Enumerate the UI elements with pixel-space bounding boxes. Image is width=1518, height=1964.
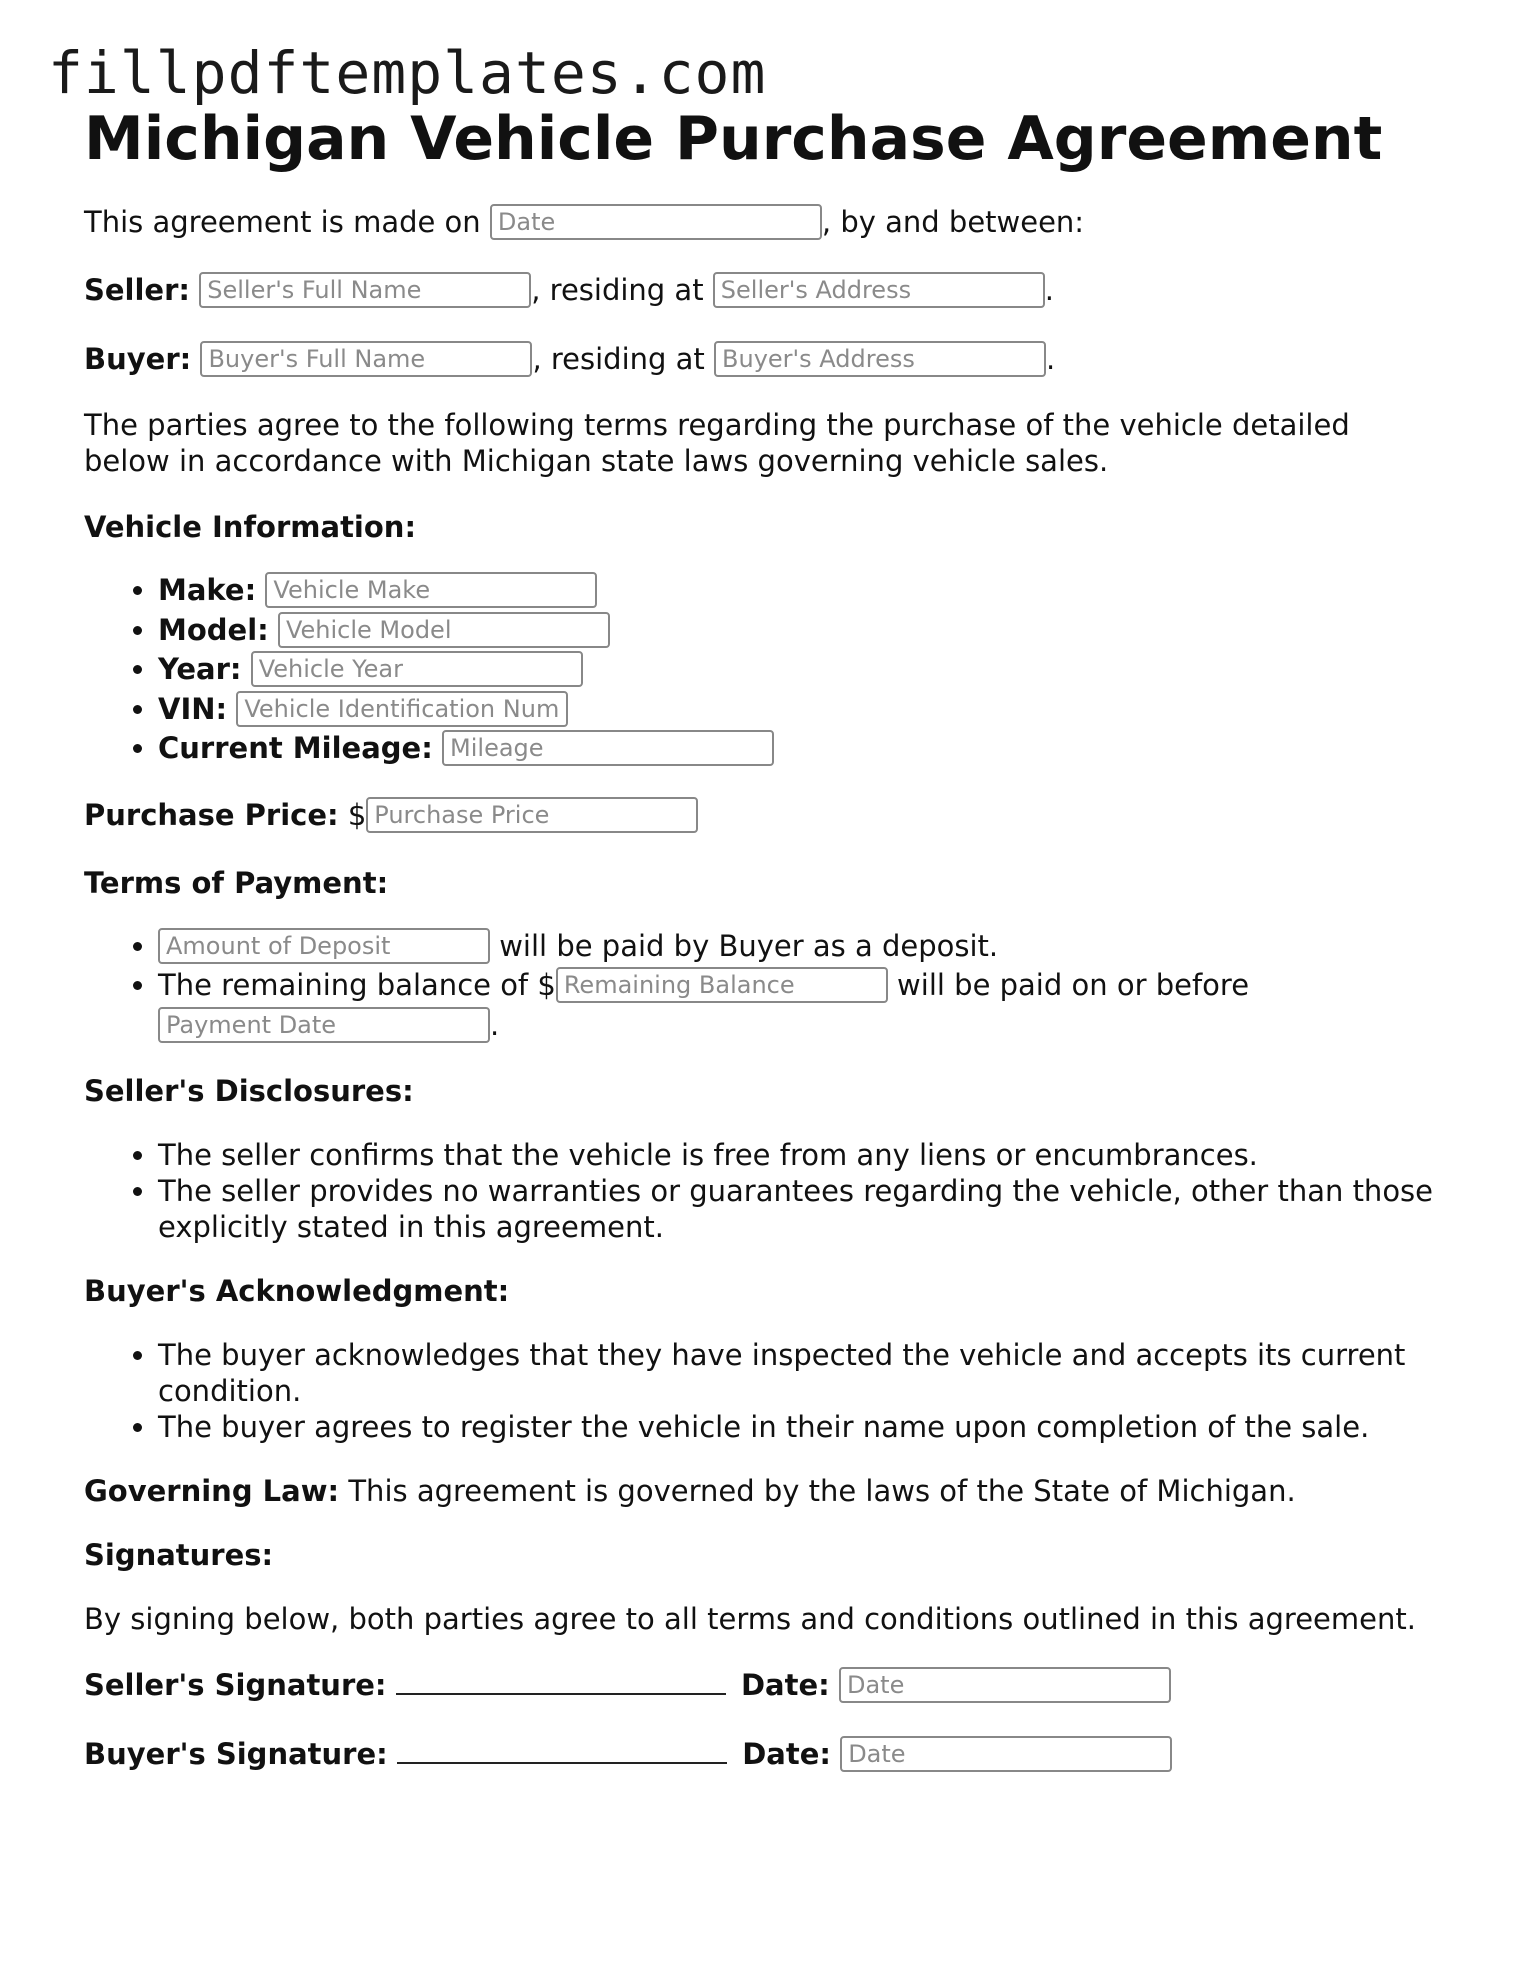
vehicle-year-input[interactable] (251, 651, 583, 687)
vin-label: VIN: (158, 691, 228, 726)
currency-symbol: $ (347, 797, 367, 832)
watermark: fillpdftemplates.com (48, 39, 767, 107)
buyer-date-label: Date: (742, 1737, 831, 1771)
purchase-price-input[interactable] (366, 797, 698, 833)
make-label: Make: (158, 573, 257, 607)
buyer-signature-line (84, 1734, 1444, 1774)
disclosures-heading: Seller's Disclosures: (84, 1074, 414, 1108)
list-item (158, 571, 1444, 611)
seller-address-input[interactable] (713, 272, 1045, 308)
document (84, 106, 1444, 1774)
list-item: • The seller confirms that the vehicle is free from any liens or encumbrances. (158, 1137, 1444, 1173)
signatures-heading: Signatures: (84, 1538, 274, 1572)
balance-suffix: will be paid on or before (897, 968, 1250, 1002)
year-label: Year: (158, 652, 242, 686)
balance-prefix: The remaining balance of $ (158, 968, 556, 1002)
deposit-amount-input[interactable] (158, 928, 490, 964)
model-label: Model: (158, 612, 269, 647)
buyer-signature-label: Buyer's Signature: (84, 1737, 388, 1771)
buyer-end: . (1046, 342, 1056, 376)
governing-law-label: Governing Law: (84, 1474, 340, 1508)
purchase-price-line (84, 795, 1444, 835)
seller-end: . (1044, 273, 1055, 307)
list-item: • The buyer acknowledges that they have inspected the vehicle and accepts its current condition. (158, 1337, 1444, 1409)
seller-date-label: Date: (740, 1668, 830, 1702)
seller-signature-date-input[interactable] (839, 1667, 1171, 1703)
list-item (158, 729, 1444, 769)
vehicle-info-heading: Vehicle Information: (84, 510, 417, 544)
list-item: • The buyer agrees to register the vehicle in their name upon completion of the sale. (158, 1409, 1444, 1445)
mileage-label: Current Mileage: (158, 731, 433, 765)
signatures-text: By signing below, both parties agree to all terms and conditions outlined in this agreement. (84, 1602, 1416, 1636)
seller-signature-field[interactable] (396, 1667, 726, 1695)
payment-terms-heading: Terms of Payment: (84, 865, 389, 900)
vin-input[interactable] (236, 691, 568, 727)
governing-law-text: This agreement is governed by the laws of the State of Michigan. (348, 1474, 1296, 1508)
buyer-address-input[interactable] (714, 341, 1046, 377)
list-item: • The seller provides no warranties or guarantees regarding the vehicle, other than those explicitly stated in this agreement. (158, 1173, 1444, 1245)
remaining-balance-input[interactable] (556, 967, 888, 1003)
terms-intro: The parties agree to the following terms regarding the purchase of the vehicle detailed below in accordance with Michigan state laws governing vehicle sales. (84, 408, 1350, 478)
intro-prefix: This agreement is made on (84, 205, 481, 239)
seller-residing-text: , residing at (531, 273, 704, 307)
vehicle-make-input[interactable] (265, 572, 597, 608)
governing-law-line (84, 1471, 1444, 1511)
payment-date-input[interactable] (158, 1007, 490, 1043)
vehicle-info-list (84, 571, 1444, 769)
list-item (158, 690, 1444, 730)
buyer-residing-text: , residing at (532, 342, 705, 376)
list-item (158, 611, 1444, 651)
agreement-date-input[interactable] (490, 204, 822, 240)
deposit-text: will be paid by Buyer as a deposit. (499, 928, 999, 963)
payment-end: . (490, 1007, 500, 1042)
buyer-label: Buyer: (84, 342, 192, 376)
page-title: Michigan Vehicle Purchase Agreement (84, 104, 1383, 174)
intro-line (84, 202, 1444, 242)
buyer-line (84, 339, 1444, 379)
buyer-signature-date-input[interactable] (840, 1736, 1172, 1772)
seller-signature-line (84, 1665, 1444, 1705)
mileage-input[interactable] (442, 730, 774, 766)
seller-label: Seller: (84, 273, 191, 307)
payment-terms-list (84, 927, 1444, 1046)
buyer-name-input[interactable] (200, 341, 532, 377)
list-item (158, 927, 1444, 967)
seller-signature-label: Seller's Signature: (84, 1668, 387, 1702)
intro-suffix: , by and between: (821, 205, 1085, 239)
seller-name-input[interactable] (199, 272, 531, 308)
acknowledgment-list (84, 1337, 1444, 1445)
disclosures-list (84, 1137, 1444, 1245)
acknowledgment-heading: Buyer's Acknowledgment: (84, 1274, 510, 1308)
list-item (158, 650, 1444, 690)
buyer-signature-field[interactable] (397, 1736, 727, 1764)
seller-line (84, 270, 1444, 310)
vehicle-model-input[interactable] (278, 612, 610, 648)
list-item (158, 966, 1444, 1045)
purchase-price-label: Purchase Price: (84, 797, 339, 832)
